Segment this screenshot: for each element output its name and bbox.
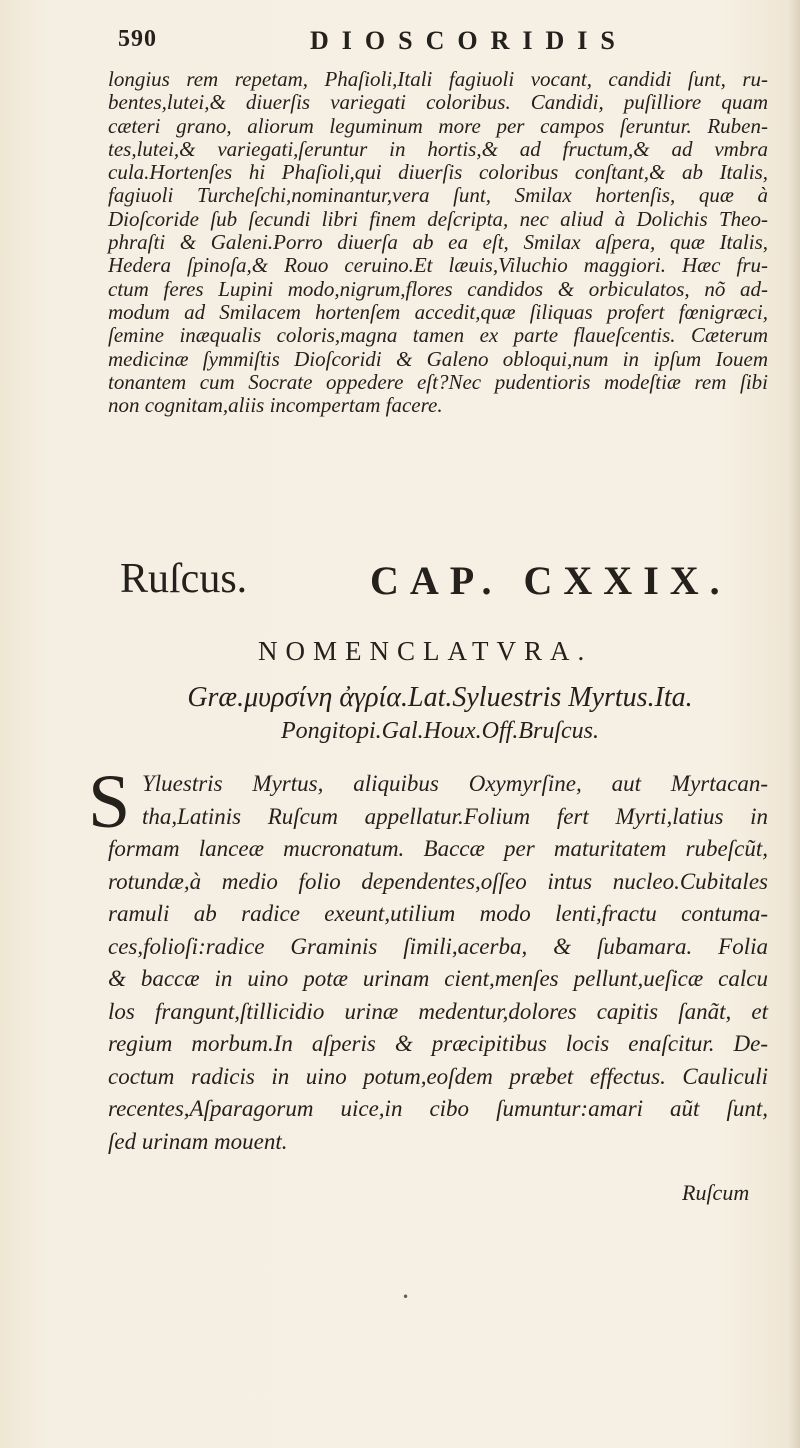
paragraph-ruscus xyxy=(108,768,768,1158)
chapter-title: Ruſcus. xyxy=(120,556,248,602)
text-line: cula.Hortenſes hi Phaſioli,qui diuerſis coloribus conſtant,& ab Italis, xyxy=(108,160,768,185)
text-line: modum ad Smilacem hortenſem accedit,quæ ſiliquas profert fœnigræci, xyxy=(108,299,768,324)
text-line: regium morbum.In aſperis & præcipitibus locis enaſcitur. De- xyxy=(108,1031,768,1056)
text-line: medicinæ ſymmiſtis Dioſcoridi & Galeno obloqui,num in ipſum Iouem xyxy=(108,346,768,371)
text-line: los frangunt,ſtillicidio urinæ medentur,dolores capitis ſanãt, et xyxy=(108,998,768,1024)
text-line: Dioſcoride ſub ſecundi libri finem deſcripta, nec aliud à Dolichis Theo- xyxy=(108,206,768,231)
text-line: bentes,lutei,& diuerſis variegati coloribus. Candidi, puſilliore quam xyxy=(108,90,768,115)
nomenclature-block xyxy=(140,682,740,745)
text-line: ramuli ab radice exeunt,utilium modo lenti,fractu contuma- xyxy=(108,901,768,926)
text-line: ces,folioſi:radice Graminis ſimili,acerba, & ſubamara. Folia xyxy=(108,933,768,959)
paragraph-continued xyxy=(108,68,768,417)
nomenclature-line: Pongitopi.Gal.Houx.Off.Bruſcus. xyxy=(281,718,599,744)
chapter-heading xyxy=(120,555,760,605)
text-line: fagiuoli Turcheſchi,nominantur,vera ſunt, Smilax hortenſis, quæ à xyxy=(108,183,768,208)
section-heading: NOMENCLATVRA. xyxy=(258,636,593,666)
text-line: coctum radicis in uino potum,eoſdem præbet effectus. Cauliculi xyxy=(108,1063,768,1089)
page-header xyxy=(118,24,678,58)
text-line: ctum feres Lupini modo,nigrum,flores candidos & orbiculatos, nõ ad- xyxy=(108,276,768,301)
drop-cap: S xyxy=(88,760,131,844)
page-edge-shadow xyxy=(788,0,800,1448)
text-line: tha,Latinis Ruſcum appellatur.Folium fert Myrti,latius in xyxy=(142,803,768,829)
chapter-number: CAP. CXXIX. xyxy=(370,558,731,603)
page-number: 590 xyxy=(118,26,157,52)
text-line: tes,lutei,& variegati,ſeruntur in hortis,& ad fructum,& ad vmbra xyxy=(108,136,768,161)
text-line: Yluestris Myrtus, aliquibus Oxymyrſine, aut Myrtacan- xyxy=(142,771,768,796)
text-line: Hedera ſpinoſa,& Rouo ceruino.Et læuis,Viluchio maggiori. Hæc fru- xyxy=(108,253,768,278)
text-line: tonantem cum Socrate oppedere eſt?Nec pudentioris modeſtiæ rem ſibi xyxy=(108,369,768,394)
text-line: phraſti & Galeni.Porro diuerſa ab ea eſt, Smilax aſpera, quæ Italis, xyxy=(108,230,768,255)
text-line: formam lanceæ mucronatum. Baccæ per maturitatem rubeſcũt, xyxy=(108,836,768,861)
text-line: ſed urinam mouent. xyxy=(108,1128,288,1154)
text-line: cæteri grano, aliorum leguminum more per campos ſeruntur. Ruben- xyxy=(108,113,768,138)
text-line: & baccæ in uino potæ urinam cient,menſes pellunt,ueſicæ calcu xyxy=(108,966,768,991)
ink-mark: • xyxy=(402,1290,410,1304)
text-line: rotundæ,à medio folio dependentes,oſſeo intus nucleo.Cubitales xyxy=(108,868,768,894)
text-line: ſemine inæqualis coloris,magna tamen ex parte flaueſcentis. Cæterum xyxy=(108,323,768,348)
running-title: DIOSCORIDIS xyxy=(310,26,628,55)
text-line: recentes,Aſparagorum uice,in cibo ſumuntur:amari aũt ſunt, xyxy=(108,1096,768,1121)
nomenclature-line: Græ.μυρσίνη ἀγρία.Lat.Syluestris Myrtus.Ita. xyxy=(187,682,693,713)
catchword: Ruſcum xyxy=(682,1180,750,1205)
text-line: longius rem repetam, Phaſioli,Itali fagiuoli vocant, candidi ſunt, ru- xyxy=(108,67,768,91)
text-line: non cognitam,aliis incompertam facere. xyxy=(108,393,443,418)
